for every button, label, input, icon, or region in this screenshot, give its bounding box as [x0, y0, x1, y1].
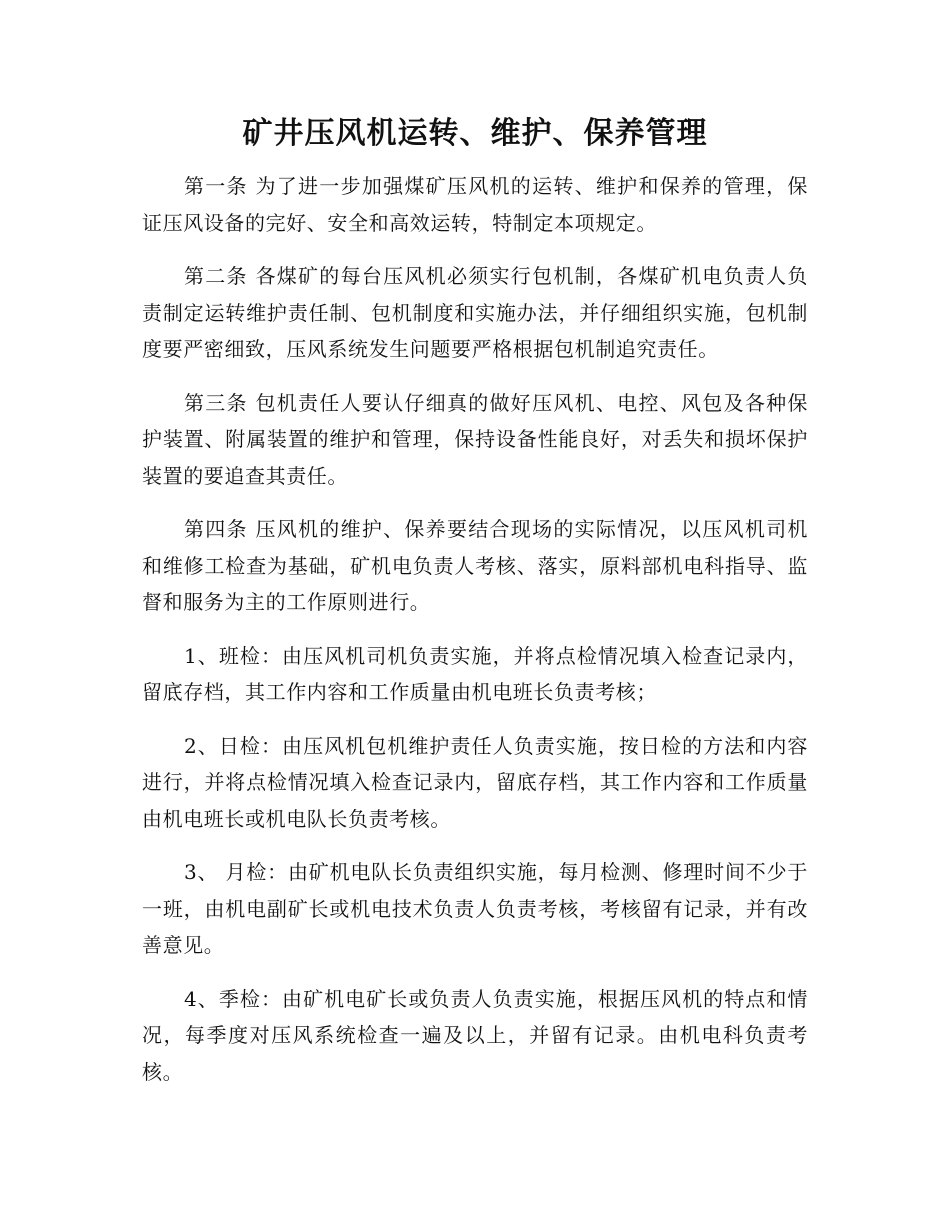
paragraph-monthly-check: 3、 月检：由矿机电队长负责组织实施，每月检测、修理时间不少于一班，由机电副矿长或机电技术负责人负责考核，考核留有记录，并有改善意见。: [142, 860, 808, 957]
paragraph-article-3: 第三条 包机责任人要认仔细真的做好压风机、电控、风包及各种保护装置、附属装置的维护和管理，保持设备性能良好，对丢失和损坏保护装置的要追查其责任。: [142, 390, 808, 488]
document-title: 矿井压风机运转、维护、保养管理: [242, 116, 708, 151]
paragraph-daily-check: 2、日检：由压风机包机维护责任人负责实施，按日检的方法和内容进行，并将点检情况填入检查记录内，留底存档，其工作内容和工作质量由机电班长或机电队长负责考核。: [142, 733, 808, 831]
paragraph-quarterly-check: 4、季检：由矿机电矿长或负责人负责实施，根据压风机的特点和情况，每季度对压风系统检查一遍及以上，并留有记录。由机电科负责考核。: [142, 986, 808, 1084]
paragraph-article-2: 第二条 各煤矿的每台压风机必须实行包机制，各煤矿机电负责人负责制定运转维护责任制、包机制度和实施办法，并仔细组织实施，包机制度要严密细致，压风系统发生问题要严格根据包机制追究责任。: [142, 264, 808, 361]
document-body: [142, 168, 808, 1107]
paragraph-article-1: 第一条 为了进一步加强煤矿压风机的运转、维护和保养的管理，保证压风设备的完好、安全和高效运转，特制定本项规定。: [142, 174, 808, 235]
paragraph-shift-check: 1、班检：由压风机司机负责实施，并将点检情况填入检查记录内，留底存档，其工作内容和工作质量由机电班长负责考核；: [142, 643, 808, 704]
paragraph-article-4: 第四条 压风机的维护、保养要结合现场的实际情况，以压风机司机和维修工检查为基础，矿机电负责人考核、落实，原料部机电科指导、监督和服务为主的工作原则进行。: [142, 517, 808, 614]
